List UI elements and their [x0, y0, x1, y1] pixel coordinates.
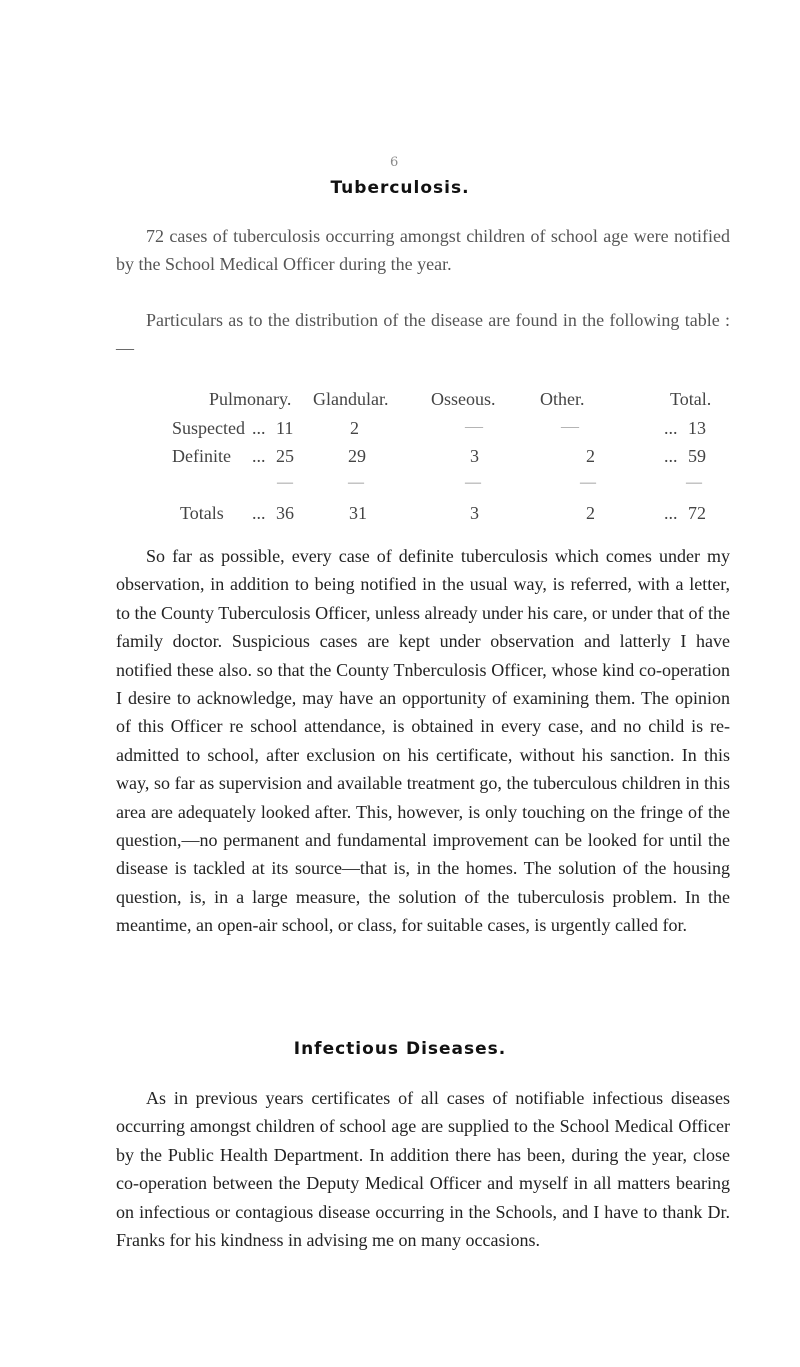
cell-definite-osseous: 3 — [470, 446, 479, 466]
cell-definite-pulmonary: 25 — [276, 446, 294, 466]
cell-suspected-pulmonary: 11 — [276, 418, 294, 438]
table-leader: ... — [664, 446, 678, 466]
header-pulmonary: Pulmonary. — [209, 389, 292, 409]
tuberculosis-intro: 72 cases of tuberculosis occurring amongst children of school age were notified by the School Medical Officer during the year. — [116, 226, 730, 275]
table-leader: ... — [252, 503, 266, 523]
table-leader: ... — [664, 418, 678, 438]
cell-totals-other: 2 — [586, 503, 595, 523]
table-leader: ... — [664, 503, 678, 523]
table-separator: — — [465, 474, 481, 491]
header-total: Total. — [670, 389, 712, 409]
header-glandular: Glandular. — [313, 389, 389, 409]
cell-totals-total: 72 — [688, 503, 706, 523]
table-leader: ... — [252, 446, 266, 466]
cell-totals-osseous: 3 — [470, 503, 479, 523]
cell-suspected-osseous: — — [465, 416, 483, 436]
table-separator: — — [686, 474, 702, 491]
cell-definite-other: 2 — [586, 446, 595, 466]
cell-definite-total: 59 — [688, 446, 706, 466]
cell-totals-glandular: 31 — [349, 503, 367, 523]
table-separator: — — [348, 474, 364, 491]
table-separator: — — [580, 474, 596, 491]
table-separator: — — [277, 474, 293, 491]
header-osseous: Osseous. — [431, 389, 496, 409]
infectious-diseases-heading: Infectious Diseases. — [293, 1039, 507, 1059]
tuberculosis-particulars: Particulars as to the distribution of the disease are found in the following table :— — [116, 310, 730, 359]
page-number: 6 — [390, 155, 399, 170]
infectious-diseases-body: As in previous years certificates of all cases of notifiable infectious diseases occurring amongst children of school age are supplied to the School Medical Officer by the Public Health Department. In addition there has been, during the year, close co-operation between the Deputy Medical Officer and myself in all matters bearing on infectious or contagious disease occurring in the Schools, and I have to thank Dr. Franks for his kindness in advising me on many occasions. — [116, 1088, 730, 1251]
cell-suspected-total: 13 — [688, 418, 706, 438]
header-other: Other. — [540, 389, 585, 409]
cell-definite-glandular: 29 — [348, 446, 366, 466]
table-leader: ... — [252, 418, 266, 438]
cell-totals-pulmonary: 36 — [276, 503, 294, 523]
row-label-totals: Totals — [180, 503, 224, 523]
tuberculosis-body: So far as possible, every case of definite tuberculosis which comes under my observation, in addition to being notified in the usual way, is referred, with a letter, to the County Tuberculosis Officer, unless already under his care, or under that of the family doctor. Suspicious cases are kept under observation and latterly I have notified these also. so that the County Tnberculosis Officer, whose kind co-operation I desire to acknowledge, may have an opportunity of examining them. The opinion of this Officer re school attendance, is obtained in every case, and no child is re-admitted to school, after exclusion on his certificate, without his sanction. In this way, so far as supervision and available treatment go, the tuberculous children in this area are adequately looked after. This, however, is only touching on the fringe of the question,—no permanent and fundamental improvement can be looked for until the disease is tackled at its source—that is, in the homes. The solution of the housing question, is, in a large measure, the solution of the tuberculosis problem. In the meantime, an open-air school, or class, for suitable cases, is urgently called for. — [116, 546, 730, 936]
row-label-suspected: Suspected — [172, 418, 245, 438]
cell-suspected-glandular: 2 — [350, 418, 359, 438]
row-label-definite: Definite — [172, 446, 231, 466]
cell-suspected-other: — — [561, 416, 579, 436]
tuberculosis-heading: Tuberculosis. — [330, 178, 470, 198]
